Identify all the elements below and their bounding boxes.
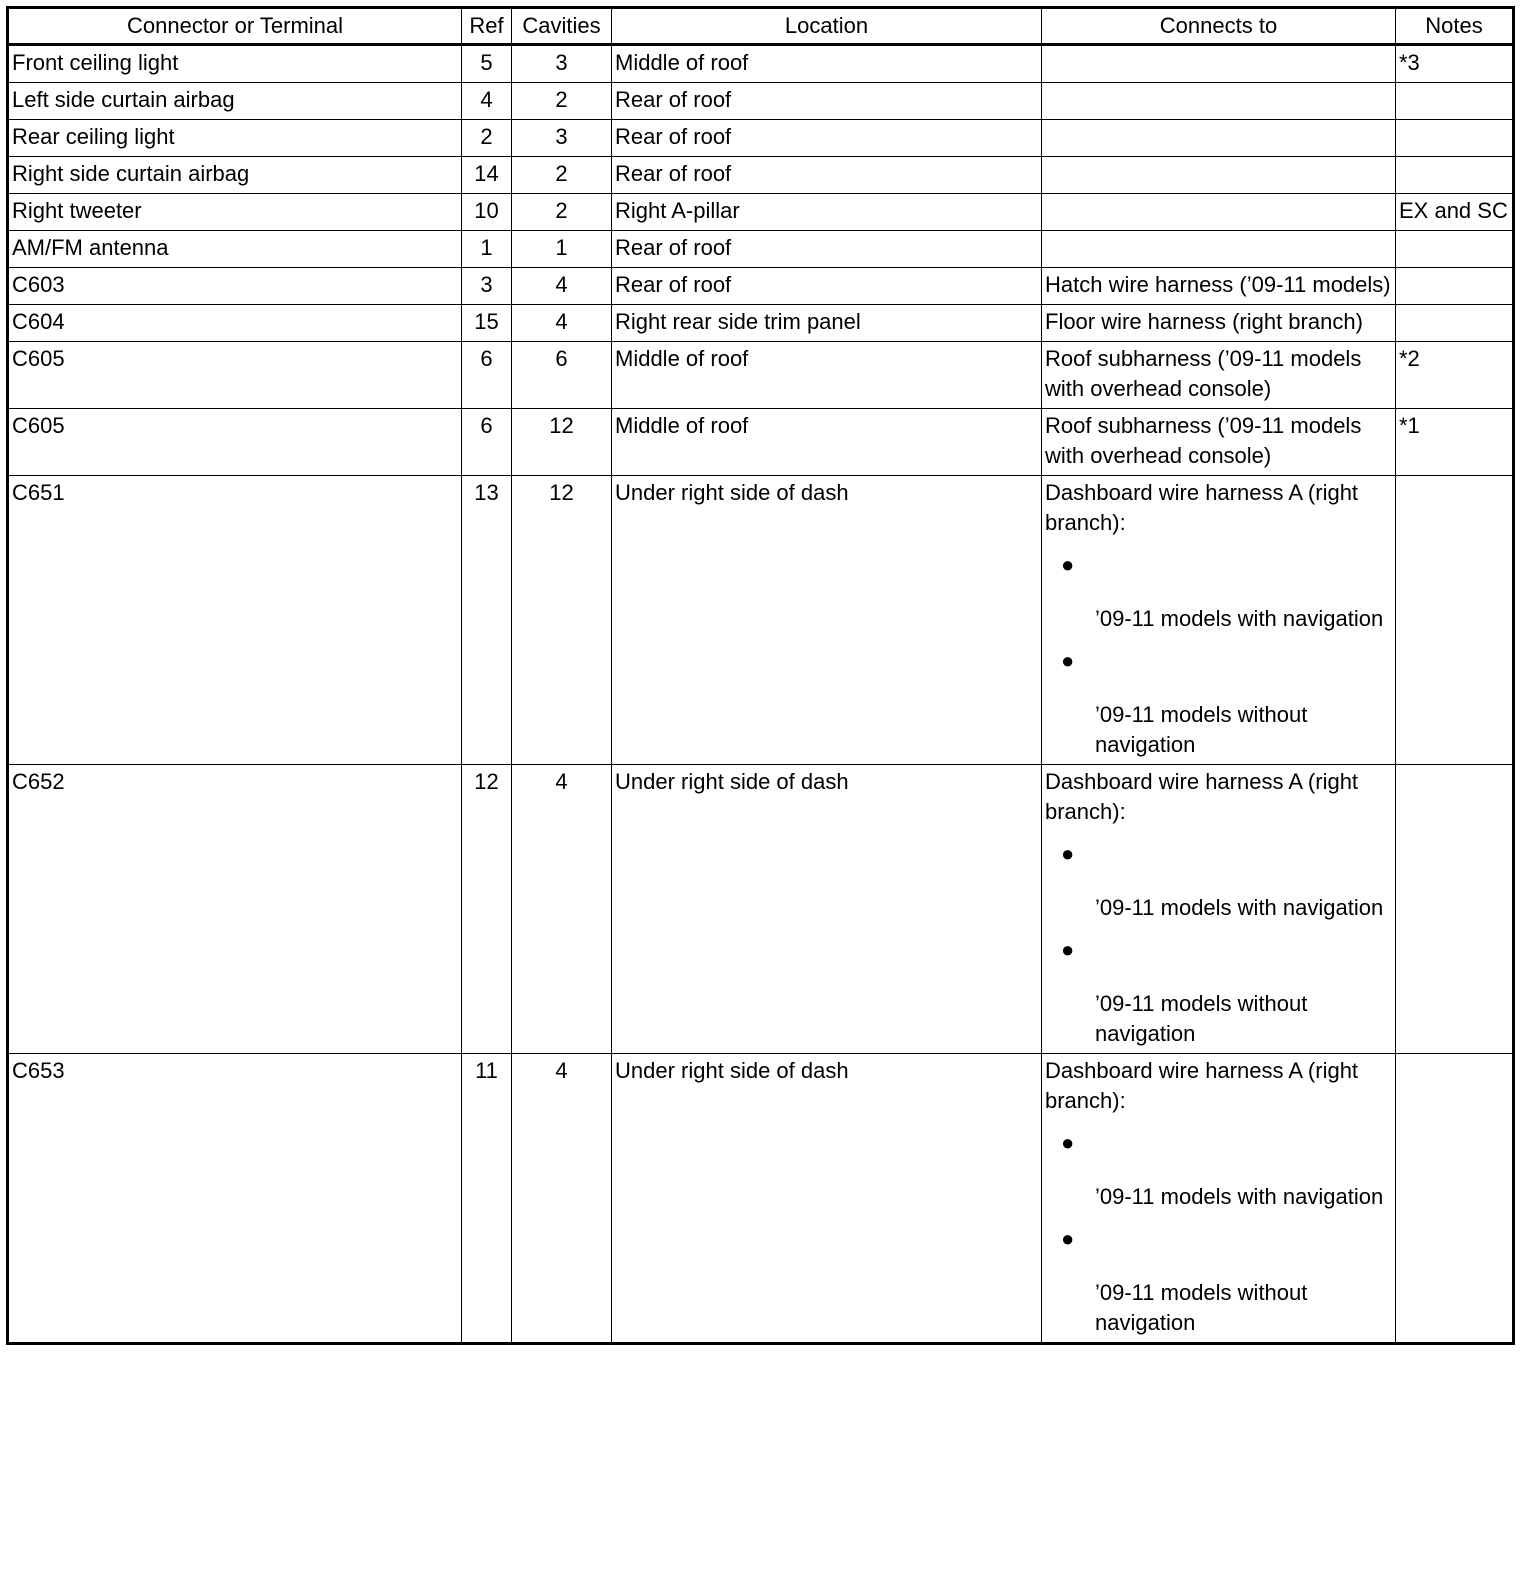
connects-to-cell-text: Dashboard wire harness A (right branch): bbox=[1045, 769, 1359, 824]
table-row bbox=[8, 231, 1514, 268]
notes-cell bbox=[1396, 157, 1514, 194]
bullet-icon: ● bbox=[1061, 937, 1075, 962]
sublist-item bbox=[1045, 646, 1392, 760]
sublist-item-text: ’09-11 models with navigation bbox=[1095, 606, 1384, 631]
header-notes: Notes bbox=[1396, 8, 1514, 45]
notes-cell bbox=[1396, 476, 1514, 765]
location-cell bbox=[612, 83, 1042, 120]
ref-cell-text: 6 bbox=[480, 413, 493, 438]
connector-cell bbox=[8, 268, 462, 305]
location-cell bbox=[612, 194, 1042, 231]
location-cell bbox=[612, 476, 1042, 765]
notes-cell-text: *1 bbox=[1399, 413, 1420, 438]
table-row bbox=[8, 194, 1514, 231]
table-row bbox=[8, 765, 1514, 1054]
header-ref: Ref bbox=[462, 8, 512, 45]
sublist-item bbox=[1045, 1224, 1392, 1338]
connects-to-cell bbox=[1042, 157, 1396, 194]
cavities-cell bbox=[512, 409, 612, 476]
connector-cell-text: C652 bbox=[12, 769, 65, 794]
location-cell bbox=[612, 231, 1042, 268]
notes-cell bbox=[1396, 1054, 1514, 1344]
connector-cell bbox=[8, 476, 462, 765]
connects-to-cell bbox=[1042, 1054, 1396, 1344]
connector-cell-text: C605 bbox=[12, 346, 65, 371]
ref-cell-text: 12 bbox=[474, 769, 499, 794]
connector-cell-text: C651 bbox=[12, 480, 65, 505]
table-header-row bbox=[8, 8, 1514, 45]
cavities-cell-text: 6 bbox=[555, 346, 568, 371]
cavities-cell-text: 3 bbox=[555, 50, 568, 75]
connector-cell-text: C604 bbox=[12, 309, 65, 334]
sublist-item-text: ’09-11 models without navigation bbox=[1095, 991, 1308, 1046]
sublist-item-text: ’09-11 models without navigation bbox=[1095, 702, 1308, 757]
connects-to-cell bbox=[1042, 45, 1396, 83]
table-row bbox=[8, 409, 1514, 476]
ref-cell bbox=[462, 45, 512, 83]
notes-cell bbox=[1396, 305, 1514, 342]
table-row bbox=[8, 268, 1514, 305]
cavities-cell bbox=[512, 476, 612, 765]
cavities-cell-text: 3 bbox=[555, 124, 568, 149]
ref-cell-text: 15 bbox=[474, 309, 499, 334]
connector-cell bbox=[8, 120, 462, 157]
notes-cell-text: *3 bbox=[1399, 50, 1420, 75]
connects-to-cell bbox=[1042, 765, 1396, 1054]
notes-cell bbox=[1396, 83, 1514, 120]
cavities-cell-text: 2 bbox=[555, 198, 568, 223]
connects-to-cell bbox=[1042, 231, 1396, 268]
ref-cell bbox=[462, 83, 512, 120]
ref-cell-text: 5 bbox=[480, 50, 493, 75]
bullet-icon: ● bbox=[1061, 552, 1075, 577]
connector-cell bbox=[8, 305, 462, 342]
notes-cell bbox=[1396, 45, 1514, 83]
connector-cell-text: C605 bbox=[12, 413, 65, 438]
connects-to-cell bbox=[1042, 305, 1396, 342]
ref-cell bbox=[462, 1054, 512, 1344]
notes-cell bbox=[1396, 268, 1514, 305]
table-row bbox=[8, 45, 1514, 83]
location-cell bbox=[612, 1054, 1042, 1344]
location-cell-text: Rear of roof bbox=[615, 87, 732, 112]
cavities-cell-text: 4 bbox=[555, 272, 568, 297]
connector-table bbox=[6, 6, 1515, 1345]
ref-cell bbox=[462, 342, 512, 409]
location-cell-text: Rear of roof bbox=[615, 161, 732, 186]
ref-cell-text: 11 bbox=[475, 1058, 498, 1083]
connector-cell-text: Right tweeter bbox=[12, 198, 142, 223]
cavities-cell-text: 4 bbox=[555, 1058, 568, 1083]
notes-cell bbox=[1396, 194, 1514, 231]
location-cell bbox=[612, 409, 1042, 476]
connects-to-sublist bbox=[1045, 1128, 1392, 1338]
ref-cell-text: 10 bbox=[474, 198, 499, 223]
table-row bbox=[8, 476, 1514, 765]
location-cell-text: Under right side of dash bbox=[615, 769, 849, 794]
ref-cell-text: 6 bbox=[480, 346, 493, 371]
connector-cell bbox=[8, 231, 462, 268]
connector-cell-text: Front ceiling light bbox=[12, 50, 179, 75]
cavities-cell bbox=[512, 194, 612, 231]
location-cell bbox=[612, 765, 1042, 1054]
header-location: Location bbox=[612, 8, 1042, 45]
connector-cell bbox=[8, 765, 462, 1054]
notes-cell bbox=[1396, 120, 1514, 157]
connector-cell-text: Right side curtain airbag bbox=[12, 161, 250, 186]
location-cell-text: Rear of roof bbox=[615, 235, 732, 260]
sublist-item-text: ’09-11 models without navigation bbox=[1095, 1280, 1308, 1335]
location-cell-text: Right rear side trim panel bbox=[615, 309, 861, 334]
table-row bbox=[8, 157, 1514, 194]
table-row bbox=[8, 1054, 1514, 1344]
sublist-item-text: ’09-11 models with navigation bbox=[1095, 895, 1384, 920]
table-row bbox=[8, 342, 1514, 409]
connector-cell bbox=[8, 342, 462, 409]
ref-cell-text: 14 bbox=[474, 161, 499, 186]
connects-to-cell bbox=[1042, 476, 1396, 765]
connects-to-cell-text: Roof subharness (’09-11 models with overhead console) bbox=[1045, 413, 1362, 468]
header-cavities: Cavities bbox=[512, 8, 612, 45]
location-cell bbox=[612, 305, 1042, 342]
location-cell-text: Under right side of dash bbox=[615, 480, 849, 505]
cavities-cell-text: 12 bbox=[549, 413, 574, 438]
location-cell-text: Right A-pillar bbox=[615, 198, 740, 223]
location-cell-text: Rear of roof bbox=[615, 124, 732, 149]
connects-to-cell bbox=[1042, 342, 1396, 409]
connects-to-cell-text: Floor wire harness (right branch) bbox=[1045, 309, 1363, 334]
connector-cell-text: AM/FM antenna bbox=[12, 235, 169, 260]
connector-cell bbox=[8, 194, 462, 231]
location-cell bbox=[612, 120, 1042, 157]
cavities-cell bbox=[512, 305, 612, 342]
location-cell-text: Middle of roof bbox=[615, 346, 749, 371]
location-cell-text: Middle of roof bbox=[615, 413, 749, 438]
connects-to-cell-text: Hatch wire harness (’09-11 models) bbox=[1045, 272, 1391, 297]
bullet-icon: ● bbox=[1061, 841, 1075, 866]
location-cell-text: Under right side of dash bbox=[615, 1058, 849, 1083]
table-row bbox=[8, 305, 1514, 342]
connects-to-cell bbox=[1042, 268, 1396, 305]
ref-cell bbox=[462, 305, 512, 342]
connector-cell bbox=[8, 409, 462, 476]
connector-cell-text: C653 bbox=[12, 1058, 65, 1083]
connector-cell-text: Left side curtain airbag bbox=[12, 87, 235, 112]
connects-to-cell bbox=[1042, 194, 1396, 231]
ref-cell bbox=[462, 194, 512, 231]
location-cell-text: Rear of roof bbox=[615, 272, 732, 297]
ref-cell bbox=[462, 231, 512, 268]
ref-cell-text: 4 bbox=[480, 87, 493, 112]
cavities-cell-text: 1 bbox=[555, 235, 568, 260]
ref-cell-text: 13 bbox=[474, 480, 499, 505]
connector-cell bbox=[8, 1054, 462, 1344]
notes-cell bbox=[1396, 342, 1514, 409]
cavities-cell bbox=[512, 342, 612, 409]
connects-to-cell bbox=[1042, 409, 1396, 476]
notes-cell-text: *2 bbox=[1399, 346, 1420, 371]
connects-to-cell-text: Roof subharness (’09-11 models with overhead console) bbox=[1045, 346, 1362, 401]
cavities-cell-text: 12 bbox=[549, 480, 574, 505]
ref-cell bbox=[462, 409, 512, 476]
cavities-cell bbox=[512, 765, 612, 1054]
table-row bbox=[8, 83, 1514, 120]
sublist-item bbox=[1045, 839, 1392, 923]
cavities-cell-text: 2 bbox=[555, 161, 568, 186]
connects-to-sublist bbox=[1045, 839, 1392, 1049]
ref-cell-text: 2 bbox=[480, 124, 493, 149]
sublist-item bbox=[1045, 935, 1392, 1049]
bullet-icon: ● bbox=[1061, 1226, 1075, 1251]
cavities-cell bbox=[512, 120, 612, 157]
connector-cell-text: Rear ceiling light bbox=[12, 124, 175, 149]
connector-cell bbox=[8, 157, 462, 194]
connector-cell bbox=[8, 45, 462, 83]
cavities-cell bbox=[512, 157, 612, 194]
connects-to-cell-text: Dashboard wire harness A (right branch): bbox=[1045, 480, 1359, 535]
connects-to-cell-text: Dashboard wire harness A (right branch): bbox=[1045, 1058, 1359, 1113]
ref-cell bbox=[462, 120, 512, 157]
cavities-cell bbox=[512, 83, 612, 120]
connects-to-sublist bbox=[1045, 550, 1392, 760]
bullet-icon: ● bbox=[1061, 648, 1075, 673]
connector-cell-text: C603 bbox=[12, 272, 65, 297]
notes-cell bbox=[1396, 231, 1514, 268]
table-body bbox=[8, 45, 1514, 1344]
cavities-cell bbox=[512, 1054, 612, 1344]
connects-to-cell bbox=[1042, 120, 1396, 157]
location-cell bbox=[612, 157, 1042, 194]
sublist-item bbox=[1045, 550, 1392, 634]
cavities-cell bbox=[512, 45, 612, 83]
cavities-cell bbox=[512, 231, 612, 268]
ref-cell bbox=[462, 765, 512, 1054]
bullet-icon: ● bbox=[1061, 1130, 1075, 1155]
header-connects-to: Connects to bbox=[1042, 8, 1396, 45]
connector-cell bbox=[8, 83, 462, 120]
ref-cell bbox=[462, 268, 512, 305]
ref-cell bbox=[462, 157, 512, 194]
connects-to-cell bbox=[1042, 83, 1396, 120]
ref-cell-text: 3 bbox=[480, 272, 493, 297]
notes-cell bbox=[1396, 765, 1514, 1054]
cavities-cell-text: 4 bbox=[555, 309, 568, 334]
sublist-item bbox=[1045, 1128, 1392, 1212]
location-cell bbox=[612, 45, 1042, 83]
cavities-cell-text: 2 bbox=[555, 87, 568, 112]
notes-cell bbox=[1396, 409, 1514, 476]
location-cell-text: Middle of roof bbox=[615, 50, 749, 75]
location-cell bbox=[612, 342, 1042, 409]
location-cell bbox=[612, 268, 1042, 305]
notes-cell-text: EX and SC bbox=[1399, 198, 1508, 223]
table-row bbox=[8, 120, 1514, 157]
cavities-cell bbox=[512, 268, 612, 305]
ref-cell bbox=[462, 476, 512, 765]
sublist-item-text: ’09-11 models with navigation bbox=[1095, 1184, 1384, 1209]
ref-cell-text: 1 bbox=[480, 235, 493, 260]
header-connector: Connector or Terminal bbox=[8, 8, 462, 45]
cavities-cell-text: 4 bbox=[555, 769, 568, 794]
